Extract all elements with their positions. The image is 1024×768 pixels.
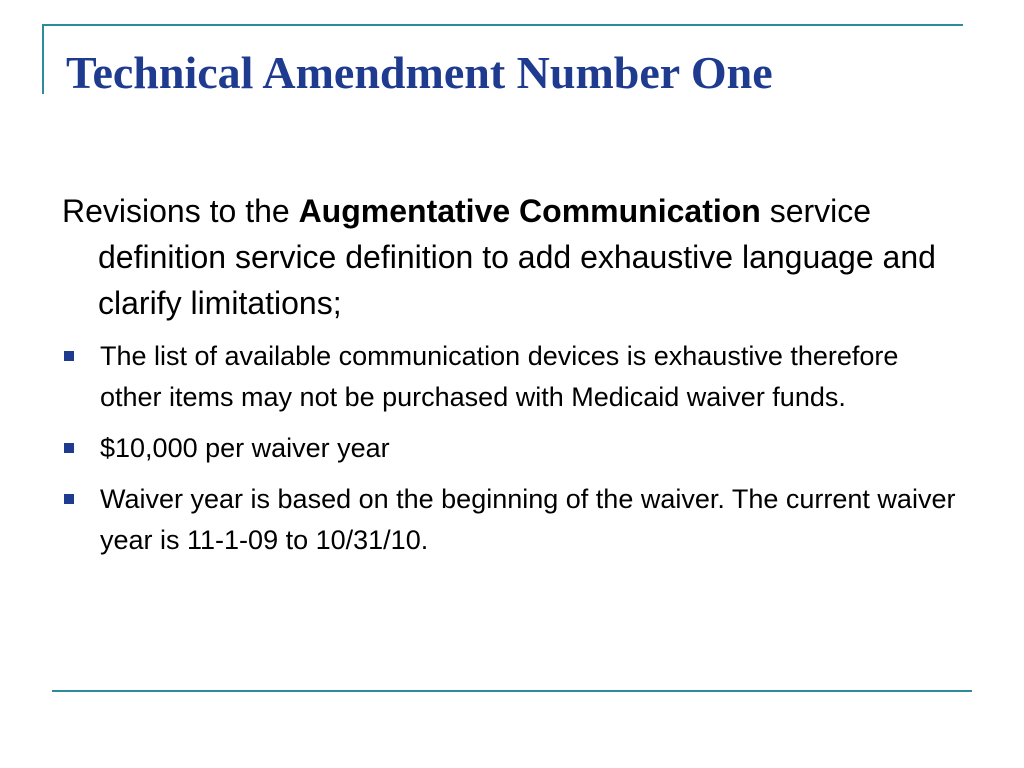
bullet-text: Waiver year is based on the beginning of the waiver. The current waiver year is 11-1-09 to 10/31/10.: [100, 484, 956, 555]
square-bullet-icon: [64, 351, 74, 361]
bullet-item: [62, 479, 962, 561]
page-title: Technical Amendment Number One: [66, 47, 773, 98]
lead-bold-term: Augmentative Communication: [298, 193, 761, 229]
frame-bottom-line: [52, 690, 972, 692]
bullet-item: [62, 336, 962, 418]
frame-left-line: [42, 24, 44, 94]
square-bullet-icon: [64, 494, 74, 504]
slide-content: [62, 188, 962, 571]
square-bullet-icon: [64, 443, 74, 453]
lead-paragraph: [62, 188, 962, 326]
lead-prefix: Revisions to the: [62, 193, 299, 229]
bullet-item: [62, 428, 962, 469]
lead-suffix: service definition service definition to add exhaustive language and clarify limitations;: [98, 193, 936, 321]
frame-top-line: [42, 24, 963, 26]
bullet-list: [62, 336, 962, 561]
bullet-text: $10,000 per waiver year: [100, 433, 390, 463]
bullet-text: The list of available communication devices is exhaustive therefore other items may not be purchased with Medicaid waiver funds.: [100, 341, 899, 412]
